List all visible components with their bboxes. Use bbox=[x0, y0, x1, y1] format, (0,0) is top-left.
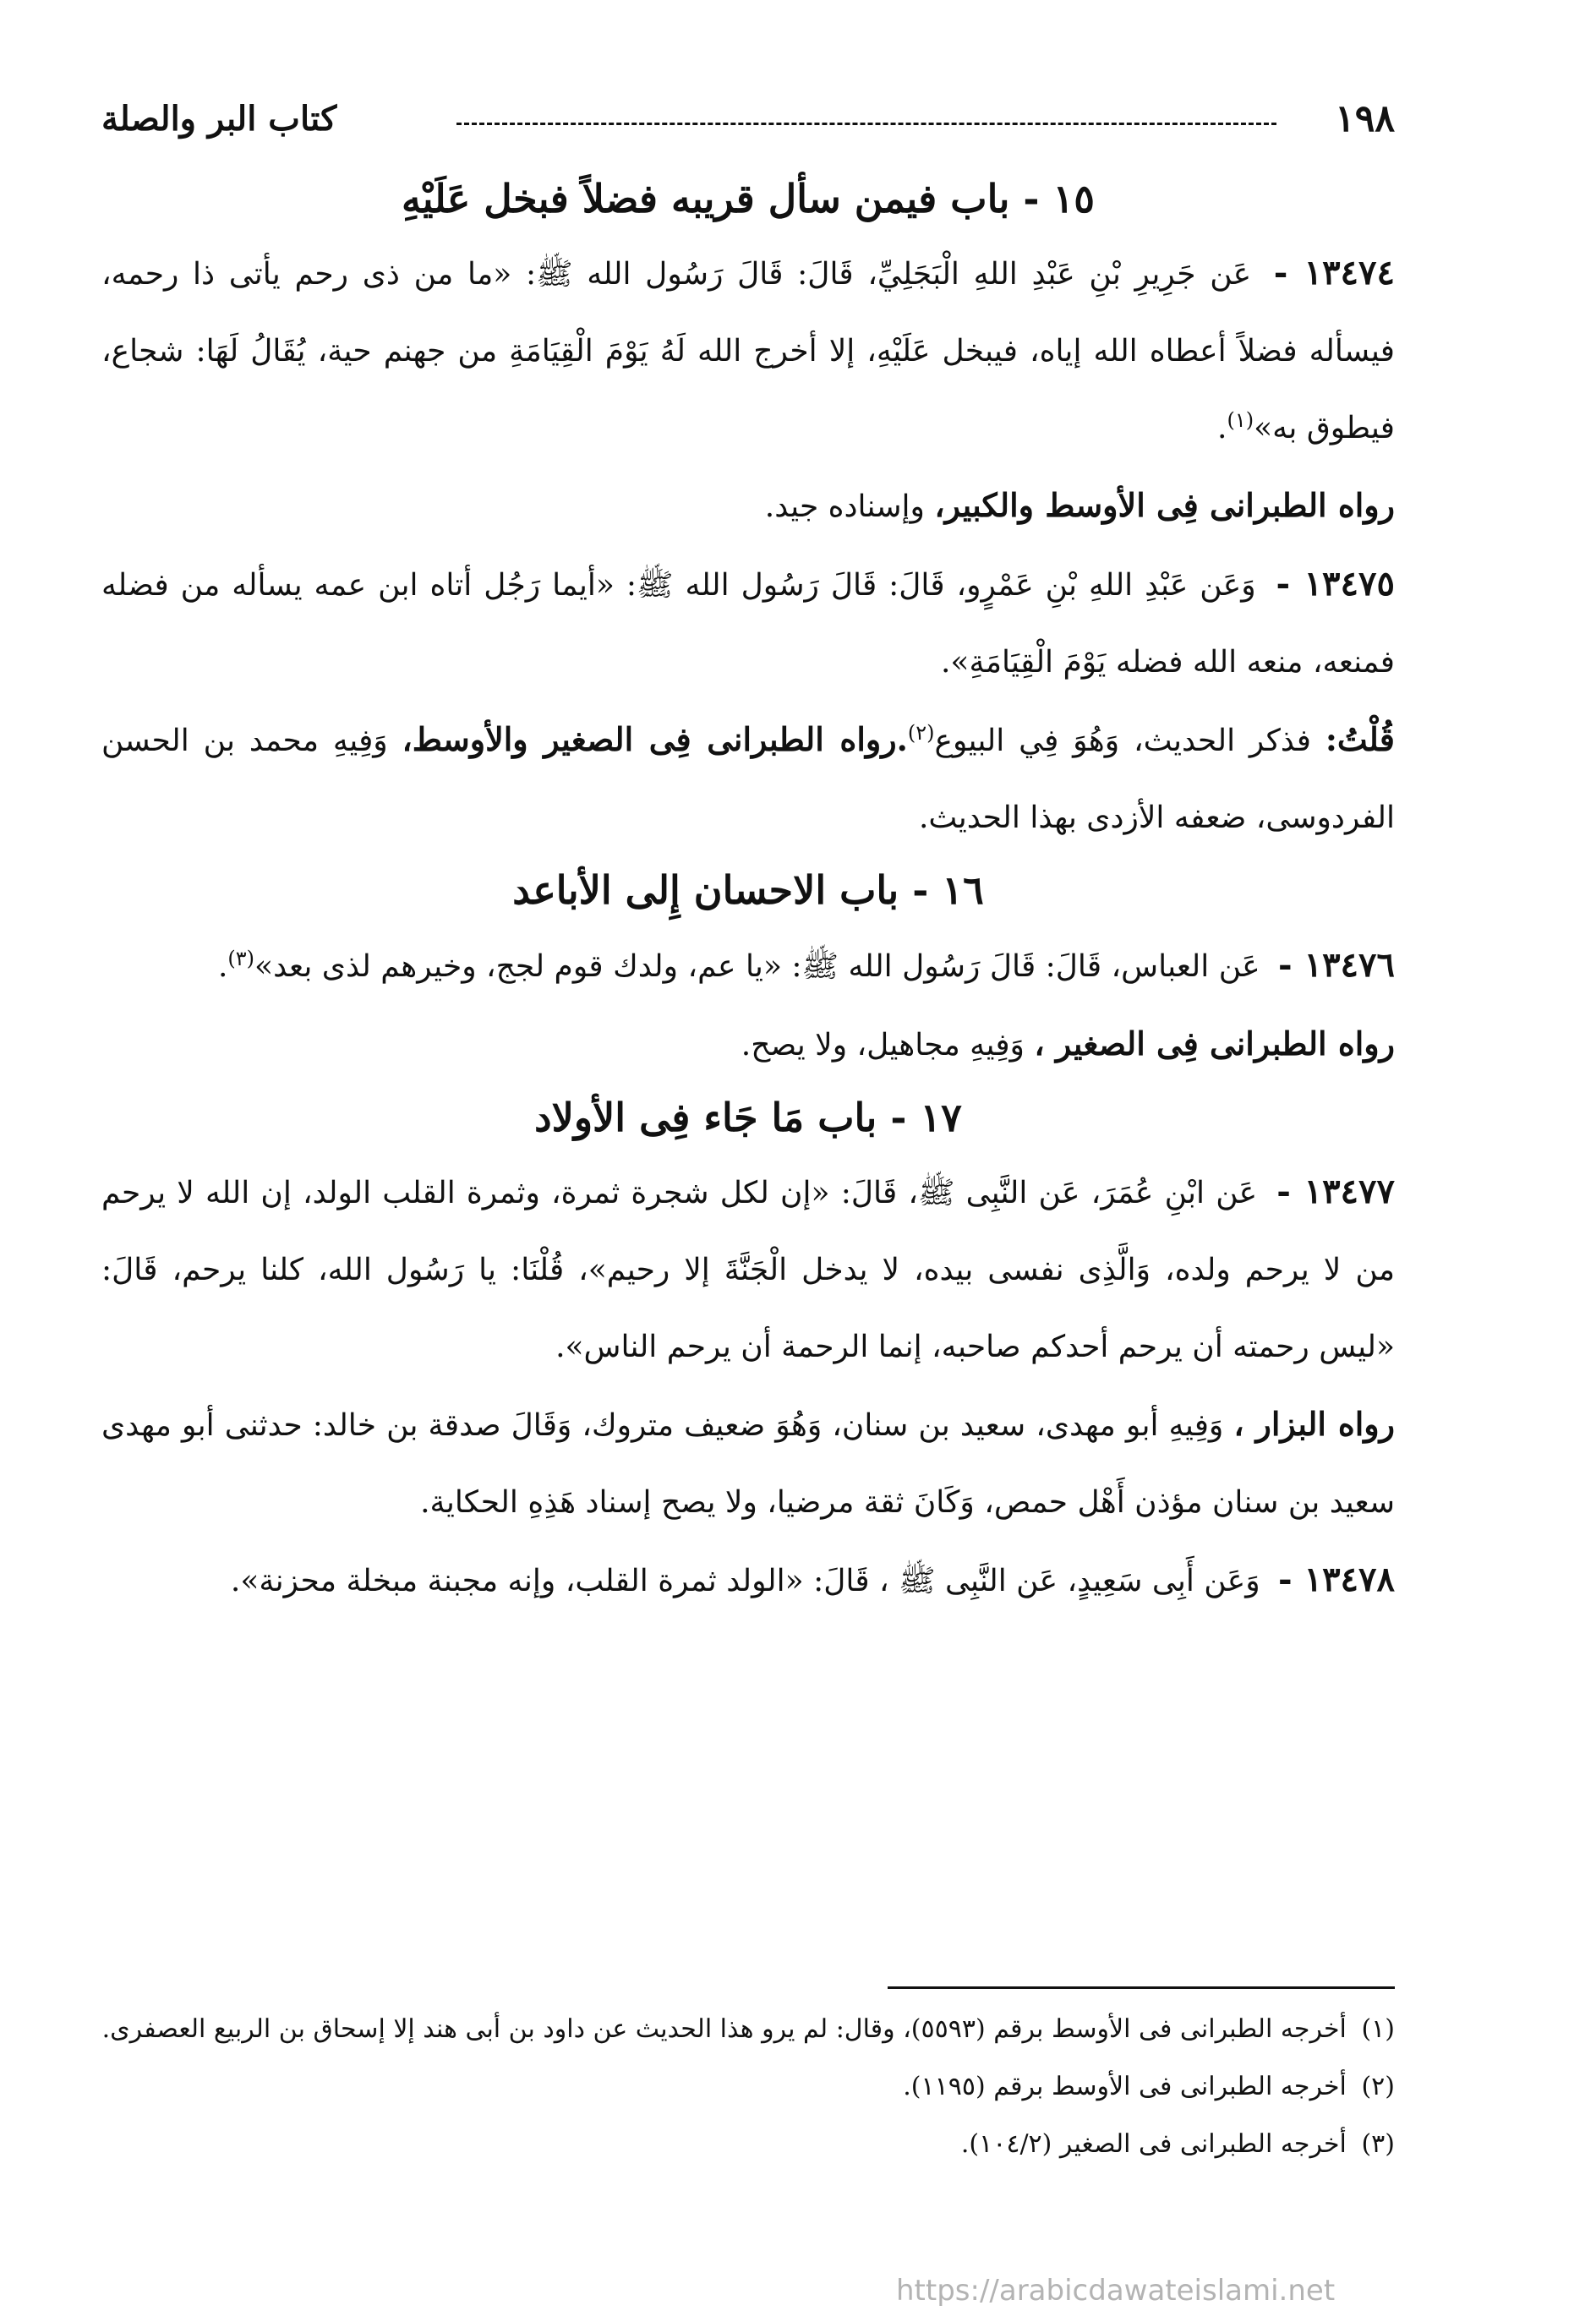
footnote-divider bbox=[888, 1986, 1395, 1989]
narration-source: رواه الطبرانى فِى الصغير ، bbox=[1034, 1024, 1395, 1063]
hadith-number: ١٣٤٧٦ - bbox=[1278, 944, 1395, 985]
header-dashed-rule bbox=[456, 123, 1276, 125]
footnote-text: أخرجه الطبرانى فى الصغير (١٠٤/٢). bbox=[960, 2129, 1347, 2159]
hadith-text: وَعَن أَبِى سَعِيدٍ، عَن النَّبِى ﷺ ، قَالَ: «الولد ثمرة القلب، وإنه مجبنة مبخلة محزنة». bbox=[230, 1564, 1260, 1599]
hadith-13477 bbox=[101, 1153, 1395, 1385]
hadith-end: . bbox=[1216, 411, 1227, 446]
hadith-13476 bbox=[101, 926, 1395, 1005]
page-content bbox=[101, 165, 1395, 1620]
source-watermark: https://arabicdawateislami.net bbox=[896, 2274, 1336, 2308]
hadith-text: عَن العباس، قَالَ: قَالَ رَسُول الله ﷺ: «يا عم، ولدك قوم لجج، وخيرهم لذى بعد» bbox=[254, 948, 1260, 984]
footnote-3 bbox=[101, 2116, 1395, 2173]
hadith-number: ١٣٤٧٧ - bbox=[1276, 1172, 1395, 1212]
footnotes bbox=[101, 2001, 1395, 2173]
book-page bbox=[101, 80, 1395, 2278]
narration-source: .رواه الطبرانى فِى الصغير والأوسط، bbox=[402, 720, 908, 759]
narration-source: رواه البزار ، bbox=[1233, 1405, 1395, 1444]
hadith-number: ١٣٤٧٤ - bbox=[1273, 253, 1395, 293]
narration-note-13477 bbox=[101, 1385, 1395, 1541]
narration-note-13475 bbox=[101, 701, 1395, 856]
narration-source: رواه الطبرانى فِى الأوسط والكبير، bbox=[934, 486, 1395, 525]
hadith-number: ١٣٤٧٨ - bbox=[1278, 1560, 1395, 1600]
note-text: فذكر الحديث، وَهُوَ فِي البيوع bbox=[934, 724, 1312, 759]
footnote-1 bbox=[101, 2001, 1395, 2058]
narration-grade: وإسناده جيد. bbox=[764, 489, 925, 525]
page-number: ١٩٨ bbox=[1335, 97, 1395, 140]
narration-note-13476 bbox=[101, 1005, 1395, 1084]
hadith-text: عَن جَرِيرِ بْنِ عَبْدِ اللهِ الْبَجَلِيِّ، قَالَ: قَالَ رَسُول الله ﷺ: «ما من ذى رحم يأتى ذا رحمه، فيسأله فضلاً أعطاه الله إياه، فيبخل عَلَيْهِ، إلا أخرج الله لَهُ يَوْمَ الْقِيَامَةِ من جهنم حية، يُقَالُ لَهَا: شجاع، فيطوق به» bbox=[101, 257, 1395, 446]
narration-note-13474 bbox=[101, 467, 1395, 545]
chapter-heading-15: ١٥ - باب فيمن سأل قريبه فضلاً فبخل عَلَيْهِ bbox=[402, 176, 1095, 221]
footnote-number: (١) bbox=[1361, 2014, 1395, 2044]
note-lead: قُلْتُ: bbox=[1325, 720, 1395, 759]
hadith-13475 bbox=[101, 545, 1395, 701]
narration-grade: وَفِيهِ مجاهيل، ولا يصح. bbox=[741, 1027, 1025, 1063]
footnote-ref: (٣) bbox=[227, 946, 255, 970]
running-header bbox=[101, 97, 1395, 148]
footnote-ref: (٢) bbox=[907, 721, 935, 746]
footnote-text: أخرجه الطبرانى فى الأوسط برقم (١١٩٥). bbox=[903, 2072, 1347, 2101]
footnote-2 bbox=[101, 2058, 1395, 2116]
hadith-text: وَعَن عَبْدِ اللهِ بْنِ عَمْرٍو، قَالَ: قَالَ رَسُول الله ﷺ: «أيما رَجُل أتاه ابن عمه يسأله من فضله فمنعه، منعه الله فضله يَوْمَ الْقِيَامَةِ». bbox=[101, 568, 1395, 680]
footnote-ref: (١) bbox=[1227, 408, 1254, 433]
hadith-13474 bbox=[101, 234, 1395, 467]
narration-grade: وَفِيهِ محمد بن الحسن الفردوسى، ضعفه الأزدى بهذا الحديث. bbox=[101, 724, 1395, 836]
hadith-end: . bbox=[217, 948, 228, 984]
hadith-text: عَن ابْنِ عُمَرَ، عَن النَّبِى ﷺ، قَالَ: «إن لكل شجرة ثمرة، وثمرة القلب الولد، إن الله لا يرحم من لا يرحم ولده، وَالَّذِى نفسى بيده، لا يدخل الْجَنَّةَ إلا رحيم»، قُلْنَا: يا رَسُول الله، كلنا يرحم، قَالَ: «ليس رحمته أن يرحم أحدكم صاحبه، إنما الرحمة أن يرحم الناس». bbox=[101, 1176, 1395, 1365]
hadith-number: ١٣٤٧٥ - bbox=[1276, 564, 1395, 604]
footnote-number: (٣) bbox=[1361, 2129, 1395, 2159]
footnote-number: (٢) bbox=[1361, 2072, 1395, 2101]
narration-grade: وَفِيهِ أبو مهدى، سعيد بن سنان، وَهُوَ ضعيف متروك، وَقَالَ صدقة بن خالد: حدثنى أبو مهدى سعيد بن سنان مؤذن أَهْل حمص، وَكَانَ ثقة مرضيا، ولا يصح إسناد هَذِهِ الحكاية. bbox=[101, 1408, 1395, 1521]
footnote-text: أخرجه الطبرانى فى الأوسط برقم (٥٥٩٣)، وقال: لم يرو هذا الحديث عن داود بن أبى هند إلا إسحاق بن الربيع العصفرى. bbox=[101, 2014, 1347, 2044]
chapter-heading-16: ١٦ - باب الاحسان إِلى الأباعد bbox=[512, 867, 984, 914]
hadith-13478 bbox=[101, 1541, 1395, 1620]
book-title: كتاب البر والصلة bbox=[101, 99, 337, 139]
chapter-heading-17: ١٧ - باب مَا جَاء فِى الأولاد bbox=[534, 1094, 962, 1140]
